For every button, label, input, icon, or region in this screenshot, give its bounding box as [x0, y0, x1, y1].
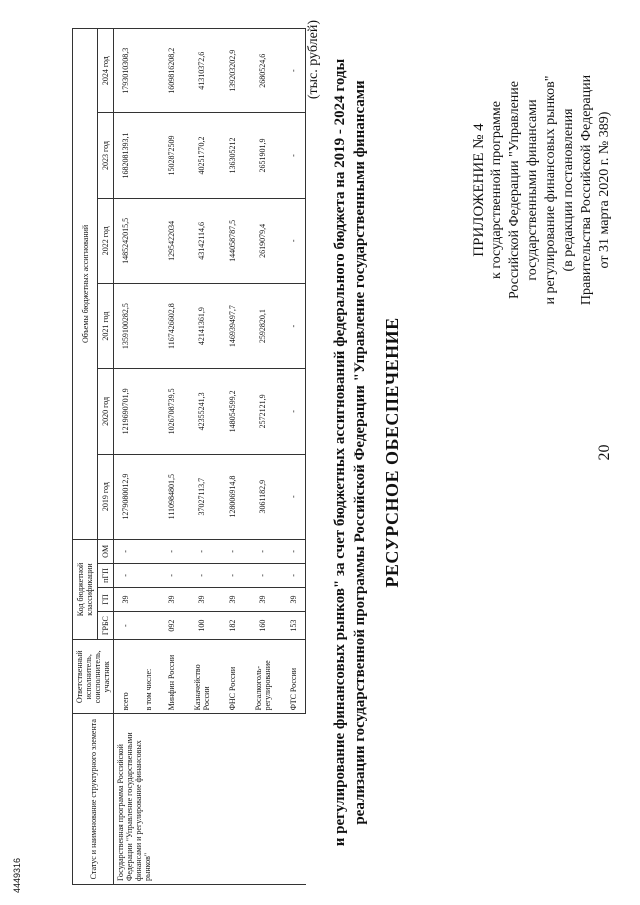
value-cell: - — [282, 369, 306, 454]
header-year: 2022 год — [98, 198, 114, 283]
header-grbs: ГРБС — [98, 612, 114, 640]
annex-line: и регулирование финансовых рынков" — [543, 75, 558, 305]
value-cell: 144058787,5 — [221, 198, 244, 283]
header-status: Статус и наименование структурного элемента — [73, 714, 114, 885]
header-year: 2019 год — [98, 454, 114, 539]
annex-line: от 31 марта 2020 г. № 389) — [597, 111, 612, 269]
grbs-cell: 182 — [221, 612, 244, 640]
annex-line: к государственной программе — [489, 101, 504, 279]
header-year: 2024 год — [98, 29, 114, 113]
om-cell: - — [182, 539, 220, 563]
value-cell: 2651901,9 — [244, 113, 282, 198]
om-cell: - — [282, 539, 306, 563]
value-cell: 1359100282,5 — [114, 283, 138, 368]
om-cell: - — [114, 539, 138, 563]
header-gp: ГП — [98, 588, 114, 612]
gp-cell: 39 — [282, 588, 306, 612]
om-cell: - — [221, 539, 244, 563]
value-cell: 1793010308,3 — [114, 29, 138, 113]
annex-line: Правительства Российской Федерации — [579, 74, 594, 306]
header-year: 2021 год — [98, 283, 114, 368]
header-year: 2023 год — [98, 113, 114, 198]
pgp-cell — [137, 563, 160, 587]
value-cell: 1167426602,8 — [160, 283, 183, 368]
value-cell: 136305212 — [221, 113, 244, 198]
table-row — [114, 29, 138, 885]
value-cell: 1682081393,1 — [114, 113, 138, 198]
pgp-cell: - — [160, 563, 183, 587]
gp-cell: 39 — [221, 588, 244, 612]
document-subtitle-line2: и регулирование финансовых рынков" за счет бюджетных ассигнований федерального бюджета на 2019 - 2024 годы — [332, 58, 348, 847]
value-cell: 139203202,9 — [221, 29, 244, 113]
value-cell: 1026708739,5 — [160, 369, 183, 454]
gp-cell: 39 — [114, 588, 138, 612]
value-cell: - — [282, 198, 306, 283]
value-cell: 1279080012,9 — [114, 454, 138, 539]
value-cell: 2572121,9 — [244, 369, 282, 454]
value-cell: - — [282, 454, 306, 539]
value-cell — [137, 454, 160, 539]
value-cell: - — [282, 29, 306, 113]
grbs-cell: 092 — [160, 612, 183, 640]
executor-cell: Минфин России — [160, 640, 183, 714]
value-cell — [137, 113, 160, 198]
value-cell: 1485242015,5 — [114, 198, 138, 283]
header-om: ОМ — [98, 539, 114, 563]
value-cell: 42141361,9 — [182, 283, 220, 368]
grbs-cell: 153 — [282, 612, 306, 640]
grbs-cell: - — [114, 612, 138, 640]
header-code-group: Код бюджетной классификации — [73, 539, 98, 639]
pgp-cell: - — [221, 563, 244, 587]
value-cell: 1110984801,5 — [160, 454, 183, 539]
resource-table — [72, 28, 306, 885]
annex-number: ПРИЛОЖЕНИЕ № 4 — [471, 123, 487, 257]
annex-line: государственными финансами — [525, 99, 540, 281]
page-number: 20 — [596, 444, 613, 461]
value-cell: 1219690701,9 — [114, 369, 138, 454]
grbs-cell — [137, 612, 160, 640]
document-subtitle-line1: реализации государственной программы Российской Федерации "Управление государственными финансами — [352, 80, 368, 825]
annex-line: Российской Федерации "Управление — [507, 80, 522, 300]
value-cell: 2680524,6 — [244, 29, 282, 113]
gp-cell: 39 — [182, 588, 220, 612]
table-body — [114, 29, 306, 885]
pgp-cell: - — [244, 563, 282, 587]
value-cell: 146939497,7 — [221, 283, 244, 368]
om-cell — [137, 539, 160, 563]
unit-label: (тыс. рублей) — [306, 20, 321, 100]
value-cell — [137, 29, 160, 113]
value-cell: 128006914,8 — [221, 454, 244, 539]
value-cell: 40251770,2 — [182, 113, 220, 198]
header-pgp: пГП — [98, 563, 114, 587]
document-title: РЕСУРСНОЕ ОБЕСПЕЧЕНИЕ — [382, 317, 402, 588]
executor-cell: всего — [114, 640, 138, 714]
pgp-cell: - — [114, 563, 138, 587]
executor-cell: ФТС России — [282, 640, 306, 714]
value-cell: 1502872509 — [160, 113, 183, 198]
header-year: 2020 год — [98, 369, 114, 454]
value-cell: 2592820,1 — [244, 283, 282, 368]
pgp-cell: - — [182, 563, 220, 587]
gp-cell: 39 — [244, 588, 282, 612]
value-cell: - — [282, 283, 306, 368]
program-name: Государственная программа Российской Федерации "Управление государственными финансами и регулирование финансовых рынков" — [114, 714, 306, 885]
value-cell: 148054599,2 — [221, 369, 244, 454]
om-cell: - — [244, 539, 282, 563]
value-cell: 3061182,9 — [244, 454, 282, 539]
value-cell: 43142114,6 — [182, 198, 220, 283]
pgp-cell: - — [282, 563, 306, 587]
header-volumes: Объемы бюджетных ассигнований — [73, 29, 98, 540]
value-cell: 1609816208,2 — [160, 29, 183, 113]
value-cell: 37027113,7 — [182, 454, 220, 539]
value-cell — [137, 283, 160, 368]
value-cell: 42355241,3 — [182, 369, 220, 454]
grbs-cell: 160 — [244, 612, 282, 640]
value-cell — [137, 198, 160, 283]
grbs-cell: 100 — [182, 612, 220, 640]
document-id: 4449316 — [12, 857, 22, 893]
value-cell: - — [282, 113, 306, 198]
value-cell: 1295422034 — [160, 198, 183, 283]
executor-cell: ФНС России — [221, 640, 244, 714]
value-cell — [137, 369, 160, 454]
header-executor: Ответственный исполнитель, соисполнитель, участник — [73, 640, 114, 714]
annex-header — [470, 30, 614, 350]
executor-cell: Казначейство России — [182, 640, 220, 714]
gp-cell: 39 — [160, 588, 183, 612]
om-cell: - — [160, 539, 183, 563]
executor-cell: в том числе: — [137, 640, 160, 714]
annex-line: (в редакции постановления — [561, 108, 576, 272]
executor-cell: Росалкоголь-регулирование — [244, 640, 282, 714]
value-cell: 41310372,6 — [182, 29, 220, 113]
gp-cell — [137, 588, 160, 612]
value-cell: 2619079,4 — [244, 198, 282, 283]
